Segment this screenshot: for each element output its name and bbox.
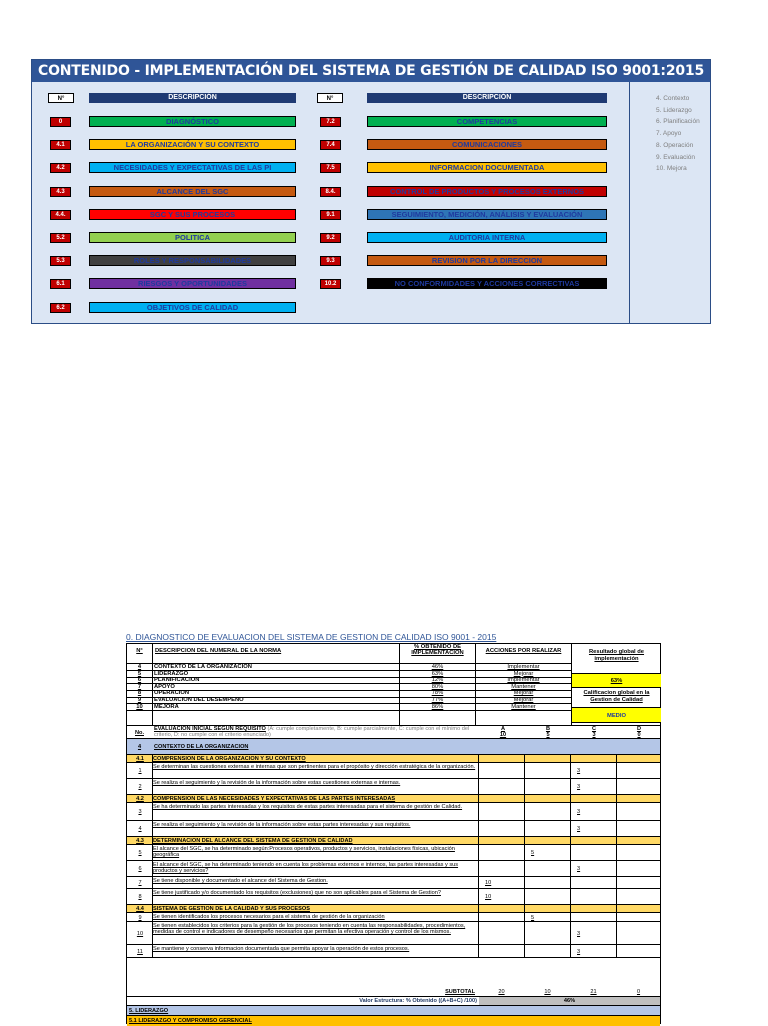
right-num-chip[interactable]: 10.2	[320, 279, 341, 289]
desc-header-right: DESCRIPCIÓN	[367, 93, 607, 103]
left-content-link[interactable]: POLITICA	[89, 232, 296, 243]
left-num-chip[interactable]: 4.2	[50, 163, 71, 173]
grid-line	[524, 877, 525, 888]
subsection-row	[127, 837, 660, 845]
grid-line	[478, 779, 479, 794]
right-num-chip[interactable]: 9.3	[320, 256, 341, 266]
summary-action: Mejorar	[513, 670, 534, 677]
col-a-letter: A	[500, 726, 506, 732]
grid-line	[152, 905, 153, 912]
grid-line	[524, 945, 525, 957]
subsection-num: 4.2	[136, 796, 144, 802]
grid-line	[616, 821, 617, 836]
requirement-num: 6	[138, 866, 142, 872]
subsection-title: DETERMINACION DEL ALCANCE DEL SISTEMA DE GESTION DE CALIDAD	[153, 838, 353, 844]
summary-action: Implementar	[507, 664, 540, 670]
left-num-chip[interactable]: 5.3	[50, 256, 71, 266]
next-sub-title: 5.1 LIDERAZGO Y COMPROMISO GERENCIAL	[129, 1018, 252, 1024]
section-title: CONTEXTO DE LA ORGANIZACIÓN	[154, 744, 249, 750]
valor-label: Valor Estructura: % Obtenido ((A+B+C) /100)	[359, 998, 477, 1004]
col-header-actions: ACCIONES POR REALIZAR	[485, 648, 562, 654]
summary-action: Implementar	[507, 677, 540, 684]
requirement-num: 11	[137, 948, 143, 955]
grid-line	[478, 803, 479, 820]
summary-num: 6	[137, 677, 142, 684]
grid-line	[524, 905, 525, 912]
score-c[interactable]: 3	[577, 930, 581, 937]
grid-line	[616, 922, 617, 944]
grid-line	[616, 945, 617, 957]
grid-line	[616, 763, 617, 778]
section-row	[127, 739, 660, 755]
grid-line	[524, 889, 525, 904]
requirement-text: Se tiene justificado y/o documentado los requisitos (exclusiones) que no son aplicables para el Sistema de Gestion?	[153, 890, 441, 896]
col-d-letter: D	[636, 726, 642, 732]
requirement-text: Se realiza el seguimiento y la revisión de la información sobre estas cuestiones externas e internas.	[153, 780, 401, 786]
chapter-legend	[656, 93, 700, 175]
requirement-num: 8	[138, 894, 142, 900]
subtotal-a: 20	[498, 989, 505, 995]
right-num-chip[interactable]: 7.5	[320, 163, 341, 173]
grid-line	[570, 803, 571, 820]
score-a[interactable]: 10	[485, 894, 492, 900]
grid-line	[570, 889, 571, 904]
next-sub-row	[127, 1016, 660, 1026]
criteria-title: EVALUACIÓN INICIAL SEGÚN REQUISITO	[154, 726, 266, 732]
left-num-chip[interactable]: 4.1	[50, 140, 71, 150]
grid-line	[152, 644, 153, 725]
grid-line	[616, 779, 617, 794]
left-content-link[interactable]: SGC Y SUS PROCESOS	[89, 209, 296, 220]
grid-line	[616, 905, 617, 912]
summary-num: 9	[137, 697, 142, 703]
score-b[interactable]: 5	[531, 914, 535, 921]
criteria-legend: (A: cumple completamente, B: cumple parcialmente, C: cumple con el mínimo del criterio, D: no cumple con el criterio enunciado)	[154, 726, 470, 738]
grid-line	[152, 922, 153, 944]
global-label: Calificacion global en la Gestion de Calidad	[583, 690, 650, 703]
left-content-link[interactable]: ROLES Y RESPONSABILIDADES	[89, 255, 296, 266]
requirement-row	[127, 779, 660, 795]
left-content-link[interactable]: ALCANCE DEL SGC	[89, 186, 296, 197]
grid-line	[616, 803, 617, 820]
score-c[interactable]: 3	[577, 866, 581, 872]
grid-line	[570, 877, 571, 888]
grid-line	[524, 837, 525, 844]
summary-desc: APOYO	[154, 683, 175, 690]
grid-line	[478, 763, 479, 778]
section-num: 4	[137, 744, 142, 750]
grid-line	[524, 861, 525, 876]
next-section-title: 5. LIDERAZGO	[129, 1008, 169, 1014]
subsection-num: 4.1	[136, 756, 144, 762]
requirement-num: 3	[138, 809, 142, 815]
summary-action: Mantener	[511, 703, 536, 710]
summary-pct: 77%	[431, 697, 444, 703]
criteria-header-row	[127, 726, 660, 739]
requirement-text: Se tiene disponible y documentado el alcance del Sistema de Gestion.	[153, 878, 328, 884]
grid-line	[570, 837, 571, 844]
col-header-num: N°	[136, 648, 143, 654]
grid-line	[478, 877, 479, 888]
col-a-weight: 10	[499, 732, 507, 738]
grid-line	[152, 763, 153, 778]
grid-line	[616, 889, 617, 904]
summary-num: 8	[137, 690, 142, 697]
left-num-chip[interactable]: 4.3	[50, 187, 71, 197]
score-c[interactable]: 3	[577, 809, 581, 815]
requirement-num: 1	[138, 768, 142, 774]
grid-line	[478, 861, 479, 876]
desc-header-left: DESCRIPCIÓN	[89, 93, 296, 103]
grid-line	[524, 913, 525, 921]
grid-line	[478, 795, 479, 802]
left-num-chip[interactable]: 4.4.	[50, 210, 71, 220]
summary-num: 7	[137, 683, 142, 690]
subtotal-c: 21	[590, 989, 597, 995]
grid-line	[478, 905, 479, 912]
grid-line	[152, 861, 153, 876]
grid-line	[570, 779, 571, 794]
requirement-row	[127, 889, 660, 905]
requirement-row	[127, 763, 660, 779]
summary-pct: 46%	[431, 664, 444, 670]
legend-item: 10. Mejora	[656, 165, 687, 173]
subsection-title: COMPRENSION DE LA ORGANIZACIÓN Y SU CONTEXTO	[153, 756, 306, 762]
summary-action: Mejorar	[513, 697, 534, 703]
right-num-chip[interactable]: 7.2	[320, 117, 341, 127]
legend-item: 7. Apoyo	[656, 130, 682, 138]
num-header-right: N°	[317, 93, 343, 103]
grid-line	[616, 837, 617, 844]
right-content-link[interactable]: COMUNICACIONES	[367, 139, 607, 150]
grid-line	[152, 913, 153, 921]
requirement-num: 2	[138, 784, 142, 790]
row-rule	[127, 710, 571, 711]
requirement-text: Se tienen establecidos los criterios para la gestión de los procesos teniendo en cuenta las responsabilidades, procedimientos, medidas de control e indicadores de desempeño necesarios que permitan la efectiva operación y control de los mismos.	[153, 923, 466, 935]
grid-line	[152, 877, 153, 888]
subsection-row	[127, 755, 660, 763]
requirement-text: Se tienen identificados los procesos necesarios para el sistema de gestión de la organización	[153, 914, 385, 920]
requirement-num: 4	[138, 826, 142, 832]
left-content-link[interactable]: LA ORGANIZACIÓN Y SU CONTEXTO	[89, 139, 296, 150]
grid-line	[616, 913, 617, 921]
score-b[interactable]: 5	[531, 850, 535, 856]
summary-num: 10	[136, 703, 143, 710]
summary-desc: OPERACIÓN	[154, 690, 190, 697]
summary-table	[126, 643, 661, 726]
right-content-link[interactable]: CONTROL DE PRODUCTOS Y PROCESOS EXTERNOS	[367, 186, 607, 197]
score-c[interactable]: 3	[577, 826, 581, 832]
grid-line	[570, 763, 571, 778]
subtotal-b: 10	[544, 989, 551, 995]
right-content-link[interactable]: AUDITORIA INTERNA	[367, 232, 607, 243]
legend-item: 6. Planificación	[656, 118, 700, 126]
left-content-link[interactable]: DIAGNÓSTICO	[89, 116, 296, 127]
left-num-chip[interactable]: 6.1	[50, 279, 71, 289]
grid-line	[152, 821, 153, 836]
left-num-chip[interactable]: 0	[50, 117, 71, 127]
criteria-description	[154, 726, 474, 738]
panel-divider	[629, 82, 630, 323]
summary-num: 4	[137, 664, 142, 670]
valor-value: 46%	[479, 997, 660, 1005]
left-content-link[interactable]: NECESIDADES Y EXPECTATIVAS DE LAS PI	[89, 162, 296, 173]
grid-line	[570, 755, 571, 762]
grid-line	[570, 795, 571, 802]
grid-line	[524, 803, 525, 820]
right-content-link[interactable]: NO CONFORMIDADES Y ACCIONES CORRECTIVAS	[367, 278, 607, 289]
next-section-row	[127, 1006, 660, 1016]
requirement-num: 10	[136, 930, 144, 937]
grid-line	[524, 763, 525, 778]
legend-item: 4. Contexto	[656, 95, 690, 102]
subsection-title: COMPRENSION DE LAS NECESIDADES Y EXPECTATIVAS DE LAS PARTES INTERESADAS	[153, 796, 396, 802]
summary-action: Mejorar	[513, 690, 534, 697]
content-panel	[31, 59, 711, 324]
grid-line	[524, 845, 525, 860]
legend-item: 9. Evaluación	[656, 153, 696, 161]
requirement-num: 5	[138, 850, 142, 856]
panel-title: CONTENIDO - IMPLEMENTACIÓN DEL SISTEMA DE GESTIÓN DE CALIDAD ISO 9001:2015	[32, 60, 710, 82]
grid-line	[478, 913, 479, 921]
requirement-text: El alcance del SGC, se ha determinado teniendo en cuenta los problemas externos e internos, las partes interesadas y sus productos y servicios?	[153, 862, 459, 874]
grid-line	[478, 922, 479, 944]
criteria-no-label: No.	[134, 730, 144, 736]
grid-line	[152, 945, 153, 957]
grid-line	[616, 861, 617, 876]
col-c-weight: 3	[592, 732, 596, 738]
grid-line	[524, 779, 525, 794]
requirement-row	[127, 861, 660, 877]
summary-pct: 78%	[431, 690, 444, 697]
requirement-text: Se determinan las cuestiones externas e internas que son pertinentes para el propósito y dirección estratégica de la organización.	[153, 764, 476, 770]
summary-action: Mantener	[511, 683, 536, 690]
subsection-row	[127, 905, 660, 913]
grid-line	[478, 837, 479, 844]
subtotal-row	[127, 988, 660, 997]
grid-line	[152, 795, 153, 802]
grid-line	[478, 945, 479, 957]
grid-line	[616, 755, 617, 762]
grid-line	[570, 845, 571, 860]
grid-line	[478, 845, 479, 860]
valor-row	[127, 997, 660, 1006]
right-num-chip[interactable]: 9.2	[320, 233, 341, 243]
grid-line	[152, 779, 153, 794]
requirement-num: 7	[138, 880, 142, 886]
legend-item: 5. Liderazgo	[656, 106, 692, 114]
grid-line	[478, 821, 479, 836]
col-d-weight: 0	[637, 732, 641, 738]
right-content-link[interactable]: SEGUIMIENTO, MEDICIÓN, ANÁLISIS Y EVALUACIÓN	[367, 209, 607, 220]
grid-line	[152, 845, 153, 860]
requirement-text: Se ha determinado las partes interesadas y los requisitos de estas partes interesadas para el sistema de gestión de Calidad.	[153, 804, 463, 810]
score-a[interactable]: 10	[485, 880, 492, 886]
requirement-row	[127, 845, 660, 861]
right-num-chip[interactable]: 8.4.	[320, 187, 341, 197]
grid-line	[570, 945, 571, 957]
subtotal-label: SUBTOTAL	[445, 989, 475, 995]
grid-line	[570, 905, 571, 912]
summary-num: 5	[137, 670, 142, 677]
requirement-row	[127, 922, 660, 945]
summary-pct: 12%	[431, 677, 444, 684]
col-header-pct: % OBTENIDO DE IMPLEMENTACIÓN	[411, 644, 464, 656]
col-c-letter: C	[591, 726, 597, 732]
subsection-num: 4.4	[136, 906, 144, 912]
requirement-text: El alcance del SGC, se ha determinado según:Procesos operativos, productos y servicios, instalaciones físicas, ubicación geográfica	[153, 846, 455, 858]
grid-line	[524, 755, 525, 762]
requirement-num: 9	[138, 914, 142, 921]
left-num-chip[interactable]: 5.2	[50, 233, 71, 243]
col-b-letter: B	[545, 726, 551, 732]
requirement-row	[127, 913, 660, 922]
summary-desc: MEJORA	[154, 703, 179, 710]
grid-line	[616, 795, 617, 802]
requirement-row	[127, 945, 660, 958]
legend-item: 8. Operación	[656, 141, 694, 149]
requirement-text: Se realiza el seguimiento y la revisión de la información sobre estas partes interesadas y sus requisitos.	[153, 822, 411, 828]
summary-desc: PLANIFICACION	[154, 677, 200, 684]
left-content-link[interactable]: RIESGOS Y OPORTUNIDADES	[89, 278, 296, 289]
grid-line	[524, 922, 525, 944]
grid-line	[616, 877, 617, 888]
grid-line	[570, 922, 571, 944]
subsection-title: SISTEMA DE GESTION DE LA CALIDAD Y SUS PROCESOS	[153, 906, 310, 912]
grid-line	[152, 755, 153, 762]
right-content-link[interactable]: INFORMACION DOCUMENTADA	[367, 162, 607, 173]
subsection-num: 4.3	[136, 838, 144, 844]
grid-line	[570, 913, 571, 921]
subtotal-d: 0	[636, 989, 641, 995]
grid-line	[616, 845, 617, 860]
grid-line	[570, 861, 571, 876]
right-num-chip[interactable]: 7.4	[320, 140, 341, 150]
global-result: 63%	[572, 673, 661, 688]
summary-pct: 63%	[431, 670, 444, 677]
requirement-row	[127, 877, 660, 889]
col-b-weight: 5	[546, 732, 550, 738]
summary-desc: LIDERAZGO	[154, 670, 189, 677]
global-level: MEDIO	[572, 707, 661, 723]
score-c[interactable]: 3	[577, 768, 581, 774]
score-c[interactable]: 3	[577, 948, 581, 955]
subsection-row	[127, 795, 660, 803]
score-c[interactable]: 3	[577, 784, 581, 790]
grid-line	[478, 889, 479, 904]
right-content-link[interactable]: REVISION POR LA DIRECCION	[367, 255, 607, 266]
summary-pct: 80%	[431, 683, 444, 690]
grid-line	[152, 803, 153, 820]
col-header-desc: DESCRIPCIÓN DEL NUMERAL DE LA NORMA	[155, 648, 282, 654]
right-num-chip[interactable]: 9.1	[320, 210, 341, 220]
requirement-row	[127, 821, 660, 837]
grid-line	[570, 821, 571, 836]
col-header-global: Resultado global de implementación	[588, 649, 645, 662]
summary-desc: EVALUACIÓN DEL DESEMPEÑO	[154, 697, 244, 703]
grid-line	[478, 755, 479, 762]
requirement-text: Se mantiene y conserva informacion documentada que permita apoyar la operación de estos procesos.	[153, 946, 410, 952]
right-content-link[interactable]: COMPETENCIAS	[367, 116, 607, 127]
grid-line	[152, 837, 153, 844]
requirement-row	[127, 803, 660, 821]
evaluation-table	[126, 726, 661, 1024]
summary-desc: CONTEXTO DE LA ORGANIZACIÓN	[154, 664, 252, 670]
grid-line	[524, 795, 525, 802]
grid-line	[524, 821, 525, 836]
left-num-chip[interactable]: 6.2	[50, 303, 71, 313]
grid-line	[152, 889, 153, 904]
num-header-left: N°	[48, 93, 74, 103]
diagnostic-title[interactable]: 0. DIAGNOSTICO DE EVALUACION DEL SISTEMA DE GESTION DE CALIDAD ISO 9001 - 2015	[126, 632, 497, 642]
left-content-link[interactable]: OBJETIVOS DE CALIDAD	[89, 302, 296, 313]
summary-pct: 86%	[431, 703, 444, 710]
